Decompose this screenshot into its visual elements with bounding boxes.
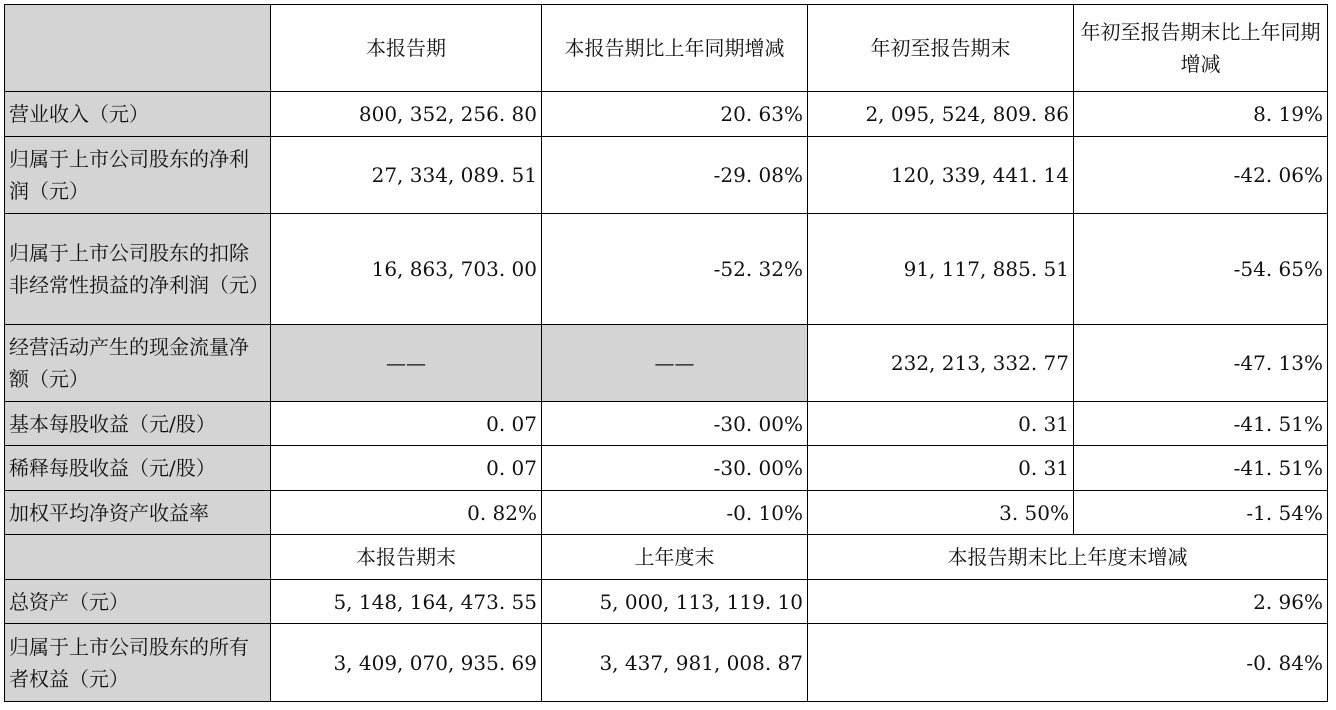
row-label: 归属于上市公司股东的所有者权益（元） — [5, 624, 271, 702]
cell-current-period-yoy: 20. 63% — [542, 92, 808, 137]
cell-ytd-yoy: -41. 51% — [1074, 402, 1328, 446]
cell-current-period-yoy: -29. 08% — [542, 137, 808, 214]
cell-current-period-yoy: -52. 32% — [542, 214, 808, 325]
financial-data-table — [4, 4, 1328, 702]
table-row — [5, 446, 1328, 491]
row-label: 归属于上市公司股东的扣除非经常性损益的净利润（元） — [5, 214, 271, 325]
table-row — [5, 491, 1328, 535]
cell-ytd-yoy: -41. 51% — [1074, 446, 1328, 491]
cell-current-period-yoy: -30. 00% — [542, 402, 808, 446]
table-row — [5, 624, 1328, 702]
row-label: 加权平均净资产收益率 — [5, 491, 271, 535]
table-row — [5, 137, 1328, 214]
cell-ytd-yoy: -1. 54% — [1074, 491, 1328, 535]
cell-ytd: 3. 50% — [808, 491, 1074, 535]
table-row — [5, 580, 1328, 624]
cell-current-period: 27, 334, 089. 51 — [271, 137, 542, 214]
cell-prior-year-end: 3, 437, 981, 008. 87 — [542, 624, 808, 702]
header-ytd: 年初至报告期末 — [808, 5, 1074, 92]
row-label: 归属于上市公司股东的净利润（元） — [5, 137, 271, 214]
header-row-balance — [5, 535, 1328, 580]
table-row — [5, 325, 1328, 402]
cell-ytd: 0. 31 — [808, 446, 1074, 491]
row-label: 稀释每股收益（元/股） — [5, 446, 271, 491]
cell-ytd-yoy: -42. 06% — [1074, 137, 1328, 214]
header-current-period-yoy: 本报告期比上年同期增减 — [542, 5, 808, 92]
cell-ytd-yoy: -54. 65% — [1074, 214, 1328, 325]
header-period-end-change: 本报告期末比上年度末增减 — [808, 535, 1328, 580]
row-label: 基本每股收益（元/股） — [5, 402, 271, 446]
header-ytd-yoy: 年初至报告期末比上年同期增减 — [1074, 5, 1328, 92]
cell-period-end-change: 2. 96% — [808, 580, 1328, 624]
header-current-period: 本报告期 — [271, 5, 542, 92]
cell-current-period-yoy: —— — [542, 325, 808, 402]
cell-ytd: 91, 117, 885. 51 — [808, 214, 1074, 325]
header-row — [5, 5, 1328, 92]
cell-current-period: —— — [271, 325, 542, 402]
cell-current-period: 16, 863, 703. 00 — [271, 214, 542, 325]
cell-period-end: 5, 148, 164, 473. 55 — [271, 580, 542, 624]
header-period-end: 本报告期末 — [271, 535, 542, 580]
header-prior-year-end: 上年度末 — [542, 535, 808, 580]
table-row — [5, 214, 1328, 325]
cell-ytd: 2, 095, 524, 809. 86 — [808, 92, 1074, 137]
cell-current-period-yoy: -0. 10% — [542, 491, 808, 535]
cell-ytd-yoy: 8. 19% — [1074, 92, 1328, 137]
table-row — [5, 92, 1328, 137]
cell-current-period: 0. 07 — [271, 446, 542, 491]
table-row — [5, 402, 1328, 446]
header-corner-cell — [5, 535, 271, 580]
cell-ytd: 0. 31 — [808, 402, 1074, 446]
cell-current-period: 0. 82% — [271, 491, 542, 535]
cell-period-end-change: -0. 84% — [808, 624, 1328, 702]
cell-ytd-yoy: -47. 13% — [1074, 325, 1328, 402]
row-label: 经营活动产生的现金流量净额（元） — [5, 325, 271, 402]
cell-current-period: 800, 352, 256. 80 — [271, 92, 542, 137]
cell-current-period-yoy: -30. 00% — [542, 446, 808, 491]
row-label: 营业收入（元） — [5, 92, 271, 137]
cell-period-end: 3, 409, 070, 935. 69 — [271, 624, 542, 702]
header-corner-cell — [5, 5, 271, 92]
cell-prior-year-end: 5, 000, 113, 119. 10 — [542, 580, 808, 624]
cell-ytd: 232, 213, 332. 77 — [808, 325, 1074, 402]
row-label: 总资产（元） — [5, 580, 271, 624]
cell-current-period: 0. 07 — [271, 402, 542, 446]
cell-ytd: 120, 339, 441. 14 — [808, 137, 1074, 214]
